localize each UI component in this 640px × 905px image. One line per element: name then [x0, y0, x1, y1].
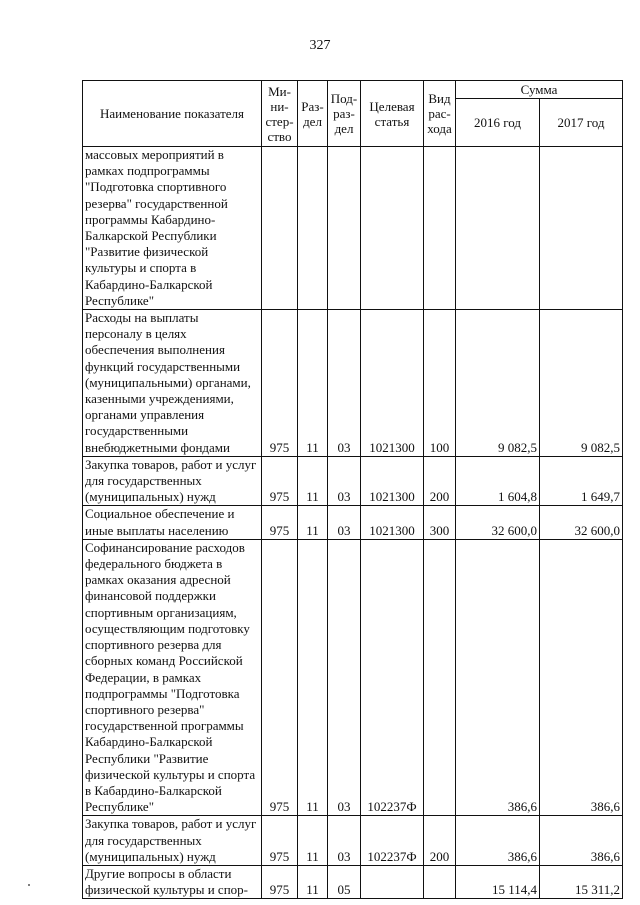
header-expense-type: Вид рас-хода	[424, 81, 456, 147]
row-sum-2016: 15 114,4	[456, 865, 540, 898]
row-target: 1021300	[361, 506, 424, 539]
row-subsection: 03	[328, 539, 361, 815]
row-subsection	[328, 147, 361, 310]
row-sum-2016: 386,6	[456, 816, 540, 866]
row-ministry	[262, 147, 298, 310]
row-subsection: 05	[328, 865, 361, 898]
row-target: 1021300	[361, 456, 424, 506]
row-name: Другие вопросы в области физической культуры и спор-	[83, 865, 262, 898]
row-name: Закупка товаров, работ и услуг для государственных (муниципальных) нужд	[83, 456, 262, 506]
row-sum-2017: 9 082,5	[540, 310, 623, 457]
row-name: Закупка товаров, работ и услуг для государственных (муниципальных) нужд	[83, 816, 262, 866]
row-name: Социальное обеспечение и иные выплаты населению	[83, 506, 262, 539]
table-row	[83, 147, 623, 310]
row-sum-2017: 386,6	[540, 539, 623, 815]
row-target: 102237Ф	[361, 539, 424, 815]
row-section	[298, 147, 328, 310]
page-number: 327	[309, 38, 331, 53]
row-name: Расходы на выплаты персоналу в целях обеспечения выполнения функций государственными (муниципальными) органами, казенными учреждениями, органами управления государственными внебюджетными фондами	[83, 310, 262, 457]
table-row	[83, 456, 623, 506]
table-row	[83, 816, 623, 866]
row-target	[361, 865, 424, 898]
row-sum-2017: 15 311,2	[540, 865, 623, 898]
header-target: Целевая статья	[361, 81, 424, 147]
row-ministry: 975	[262, 816, 298, 866]
header-sum: Сумма	[456, 81, 623, 99]
row-sum-2017: 32 600,0	[540, 506, 623, 539]
row-ministry: 975	[262, 865, 298, 898]
row-section: 11	[298, 539, 328, 815]
row-subsection: 03	[328, 506, 361, 539]
header-section: Раз-дел	[298, 81, 328, 147]
row-section: 11	[298, 816, 328, 866]
row-sum-2016: 1 604,8	[456, 456, 540, 506]
row-expense-type: 200	[424, 456, 456, 506]
row-ministry: 975	[262, 310, 298, 457]
row-ministry: 975	[262, 456, 298, 506]
row-sum-2016	[456, 147, 540, 310]
table-row	[83, 539, 623, 815]
row-expense-type	[424, 147, 456, 310]
table-row	[83, 310, 623, 457]
row-section: 11	[298, 865, 328, 898]
row-expense-type	[424, 539, 456, 815]
row-target: 1021300	[361, 310, 424, 457]
row-section: 11	[298, 310, 328, 457]
header-year-2016: 2016 год	[456, 99, 540, 147]
table-row	[83, 865, 623, 898]
row-target	[361, 147, 424, 310]
row-ministry: 975	[262, 506, 298, 539]
row-subsection: 03	[328, 456, 361, 506]
row-subsection: 03	[328, 816, 361, 866]
row-target: 102237Ф	[361, 816, 424, 866]
header-name: Наименование показателя	[83, 81, 262, 147]
row-name: Софинансирование расходов федерального бюджета в рамках оказания адресной финансовой поддержки спортивным организациям, осуществляющим подготовку спортивного резерва для сборных команд Российской Федерации, в рамках подпрограммы "Подготовка спортивного резерва" государственной программы Кабардино-Балкарской Республики "Развитие физической культуры и спорта в Кабардино-Балкарской Республике"	[83, 539, 262, 815]
budget-table	[82, 80, 623, 899]
row-sum-2017: 386,6	[540, 816, 623, 866]
header-year-2017: 2017 год	[540, 99, 623, 147]
row-subsection: 03	[328, 310, 361, 457]
row-section: 11	[298, 456, 328, 506]
row-sum-2017	[540, 147, 623, 310]
row-expense-type: 100	[424, 310, 456, 457]
scan-speck	[28, 884, 30, 886]
header-subsection: Под-раз-дел	[328, 81, 361, 147]
row-ministry: 975	[262, 539, 298, 815]
row-section: 11	[298, 506, 328, 539]
header-ministry: Ми-ни-стер-ство	[262, 81, 298, 147]
row-expense-type	[424, 865, 456, 898]
row-expense-type: 300	[424, 506, 456, 539]
row-sum-2017: 1 649,7	[540, 456, 623, 506]
row-name: массовых мероприятий в рамках подпрограммы "Подготовка спортивного резерва" государственной программы Кабардино-Балкарской Республики "Развитие физической культуры и спорта в Кабардино-Балкарской Республике"	[83, 147, 262, 310]
row-sum-2016: 9 082,5	[456, 310, 540, 457]
row-sum-2016: 386,6	[456, 539, 540, 815]
table-row	[83, 506, 623, 539]
row-sum-2016: 32 600,0	[456, 506, 540, 539]
row-expense-type: 200	[424, 816, 456, 866]
